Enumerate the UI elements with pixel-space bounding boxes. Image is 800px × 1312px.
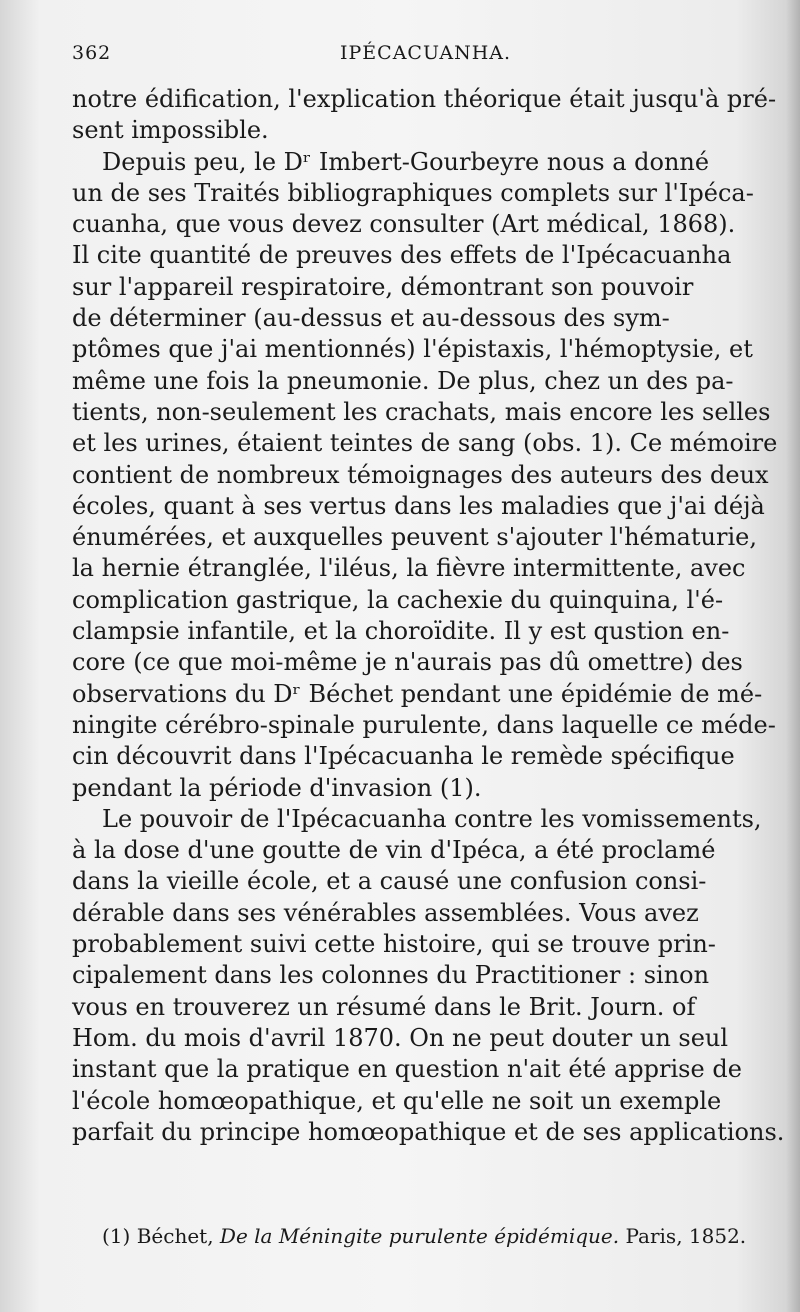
text-line: core (ce que moi-même je n'aurais pas dû omettre) des [72,648,743,677]
text-line: sent impossible. [72,116,269,145]
text-line: énumérées, et auxquelles peuvent s'ajouter l'hématurie, [72,523,757,552]
body-text [72,84,785,1148]
text-line: cuanha, que vous devez consulter (Art médical, 1868). [72,210,736,239]
text-line: contient de nombreux témoignages des auteurs des deux [72,460,769,489]
text-line: pendant la période d'invasion (1). [72,773,482,802]
text-line: et les urines, étaient teintes de sang (obs. 1). Ce mémoire [72,429,778,458]
text-line: Hom. du mois d'avril 1870. On ne peut douter un seul [72,1023,729,1052]
paragraph-start-line: Le pouvoir de l'Ipécacuanha contre les vomissements, [102,804,762,833]
text-line: Il cite quantité de preuves des effets de l'Ipécacuanha [72,241,732,270]
text-line: écoles, quant à ses vertus dans les maladies que j'ai déjà [72,491,765,520]
running-header [72,42,732,72]
text-line: à la dose d'une goutte de vin d'Ipéca, a été proclamé [72,836,716,865]
text-line: probablement suivi cette histoire, qui se trouve prin- [72,930,716,959]
text-line: dans la vieille école, et a causé une confusion consi- [72,867,707,896]
text-line: notre édification, l'explication théorique était jusqu'à pré- [72,85,777,113]
footnote-marker: (1) [102,1224,131,1248]
paragraph-start-line: Depuis peu, le Dʳ Imbert-Gourbeyre nous a donné [102,147,710,176]
text-line: sur l'appareil respiratoire, démontrant son pouvoir [72,272,694,301]
text-line: ptômes que j'ai mentionnés) l'épistaxis, l'hémoptysie, et [72,335,753,364]
footnote-place-year: Paris, 1852. [625,1224,747,1248]
text-line: tients, non-seulement les crachats, mais encore les selles [72,397,771,426]
page-number: 362 [72,42,112,64]
footnote [102,1222,746,1250]
running-title: IPÉCACUANHA. [340,42,512,64]
text-line: de déterminer (au-dessus et au-dessous des sym- [72,304,670,333]
text-line: cin découvrit dans l'Ipécacuanha le remède spécifique [72,742,735,771]
text-line: la hernie étranglée, l'iléus, la fièvre intermittente, avec [72,554,746,583]
text-line: observations du Dʳ Béchet pendant une épidémie de mé- [72,679,763,708]
text-line: un de ses Traités bibliographiques complets sur l'Ipéca- [72,178,754,207]
footnote-author: Béchet, [136,1224,214,1248]
text-line: parfait du principe homœopathique et de ses applications. [72,1117,785,1146]
text-line: dérable dans ses vénérables assemblées. Vous avez [72,898,699,927]
text-line: instant que la pratique en question n'ait été apprise de [72,1055,742,1084]
text-line: vous en trouverez un résumé dans le Brit. Journ. of [72,992,696,1021]
text-line: ningite cérébro-spinale purulente, dans laquelle ce méde- [72,710,776,739]
text-line: clampsie infantile, et la choroïdite. Il y est qustion en- [72,617,730,646]
footnote-title: De la Méningite purulente épidémique. [219,1224,620,1248]
text-line: l'école homœopathique, et qu'elle ne soit un exemple [72,1086,722,1115]
page-edge-shadow [786,0,800,1312]
text-line: même une fois la pneumonie. De plus, chez un des pa- [72,366,734,395]
text-line: cipalement dans les colonnes du Practitioner : sinon [72,961,710,990]
text-line: complication gastrique, la cachexie du quinquina, l'é- [72,585,724,614]
